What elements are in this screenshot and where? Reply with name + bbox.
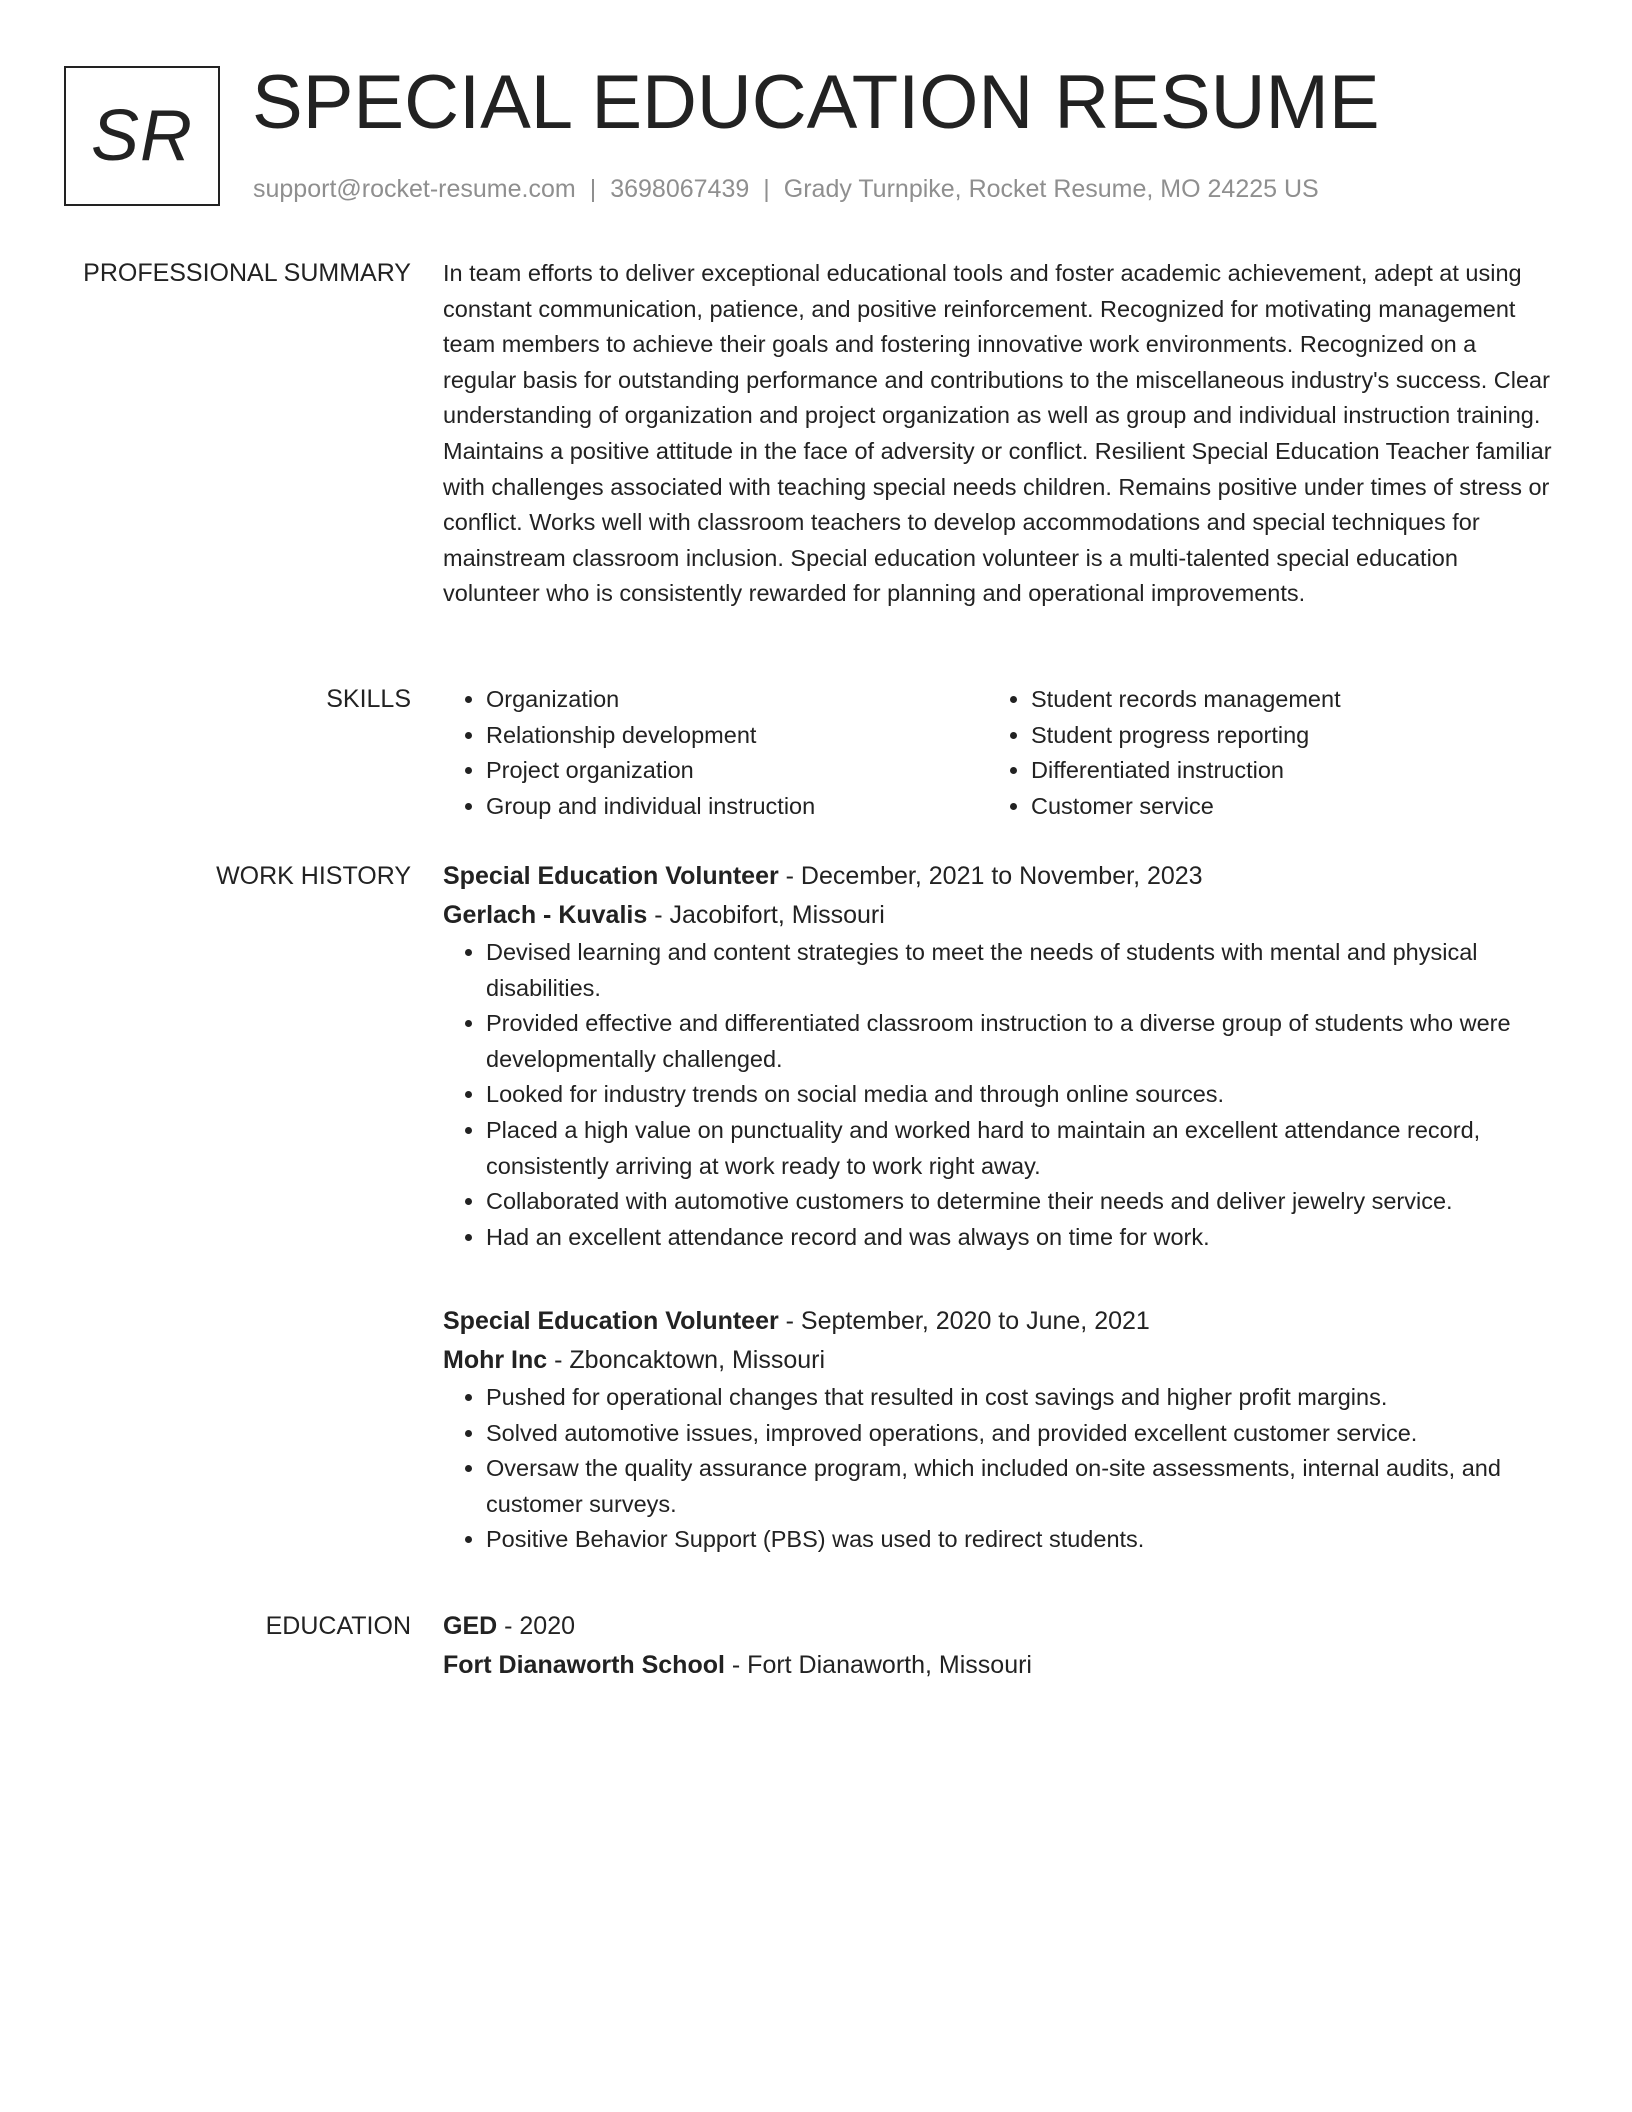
job-bullet-list <box>443 935 1553 1255</box>
job-title-line <box>443 1302 1553 1341</box>
work-history-label: WORK HISTORY <box>216 862 411 890</box>
job-company: Mohr Inc <box>443 1346 548 1374</box>
skill-item: • Differentiated instruction <box>1031 753 1533 789</box>
resume-title: SPECIAL EDUCATION RESUME <box>252 60 1380 145</box>
education-year: - 2020 <box>497 1612 576 1640</box>
job-location: - Jacobifort, Missouri <box>647 901 885 929</box>
job-title: Special Education Volunteer <box>443 862 779 890</box>
contact-line <box>253 172 1319 206</box>
skills-section <box>443 682 1553 824</box>
job-company-line <box>443 896 1553 935</box>
monogram-initials: SR <box>90 96 194 176</box>
skills-list-left <box>443 682 988 824</box>
job-entry <box>443 1302 1553 1558</box>
contact-separator: | <box>589 175 597 203</box>
job-bullet: • Looked for industry trends on social media and through online sources. <box>486 1077 1553 1113</box>
skill-item: • Organization <box>486 682 988 718</box>
summary-text: In team efforts to deliver exceptional educational tools and foster academic achievement, adept at using constant communication, patience, and positive reinforcement. Recognized for motivating management team members to achieve their goals and fostering innovative work environments. Recognized on a regular basis for outstanding performance and contributions to the miscellaneous industry's success. Clear understanding of organization and project organization as well as group and individual instruction training. Maintains a positive attitude in the face of adversity or conflict. Resilient Special Education Teacher familiar with challenges associated with teaching special needs children. Remains positive under times of stress or conflict. Works well with classroom teachers to develop accommodations and special techniques for mainstream classroom inclusion. Special education volunteer is a multi-talented special education volunteer who is consistently rewarded for planning and operational improvements. <box>443 260 1552 607</box>
education-label: EDUCATION <box>265 1612 411 1640</box>
skill-item: • Customer service <box>1031 789 1533 825</box>
skills-label: SKILLS <box>326 685 411 713</box>
job-company-line <box>443 1341 1553 1380</box>
summary-section <box>443 256 1553 612</box>
summary-label: PROFESSIONAL SUMMARY <box>83 259 411 287</box>
job-bullet: • Placed a high value on punctuality and worked hard to maintain an excellent attendance record, consistently arriving at work ready to work right away. <box>486 1113 1553 1184</box>
skills-grid <box>443 682 1553 824</box>
education-school-line <box>443 1646 1553 1685</box>
education-location: - Fort Dianaworth, Missouri <box>724 1651 1032 1679</box>
education-entry <box>443 1607 1553 1685</box>
job-bullet: • Provided effective and differentiated classroom instruction to a diverse group of students who were developmentally challenged. <box>486 1006 1553 1077</box>
contact-address: Grady Turnpike, Rocket Resume, MO 24225 US <box>783 175 1319 203</box>
skills-column-left <box>443 682 988 824</box>
job-bullet: • Had an excellent attendance record and was always on time for work. <box>486 1220 1553 1256</box>
skill-item: • Group and individual instruction <box>486 789 988 825</box>
skill-item: • Project organization <box>486 753 988 789</box>
skills-list-right <box>988 682 1533 824</box>
job-bullet: • Collaborated with automotive customers to determine their needs and deliver jewelry service. <box>486 1184 1553 1220</box>
education-degree-line <box>443 1607 1553 1646</box>
job-bullet: • Pushed for operational changes that resulted in cost savings and higher profit margins. <box>486 1380 1553 1416</box>
job-bullet: • Devised learning and content strategies to meet the needs of students with mental and physical disabilities. <box>486 935 1553 1006</box>
contact-email: support@rocket-resume.com <box>253 175 576 203</box>
job-dates: - December, 2021 to November, 2023 <box>778 862 1203 890</box>
job-dates: - September, 2020 to June, 2021 <box>778 1307 1150 1335</box>
contact-phone: 3698067439 <box>610 175 750 203</box>
skill-item: • Student records management <box>1031 682 1533 718</box>
job-title-line <box>443 857 1553 896</box>
job-bullet: • Positive Behavior Support (PBS) was used to redirect students. <box>486 1522 1553 1558</box>
job-title: Special Education Volunteer <box>443 1307 779 1335</box>
skill-item: • Student progress reporting <box>1031 718 1533 754</box>
education-school: Fort Dianaworth School <box>443 1651 725 1679</box>
job-bullet-list <box>443 1380 1553 1558</box>
job-entry <box>443 857 1553 1255</box>
job-bullet: • Oversaw the quality assurance program, which included on-site assessments, internal audits, and customer surveys. <box>486 1451 1553 1522</box>
job-company: Gerlach - Kuvalis <box>443 901 648 929</box>
skills-column-right <box>988 682 1533 824</box>
contact-separator: | <box>763 175 770 203</box>
education-degree: GED <box>443 1612 498 1640</box>
skill-item: • Relationship development <box>486 718 988 754</box>
job-bullet: • Solved automotive issues, improved operations, and provided excellent customer service. <box>486 1416 1553 1452</box>
job-location: - Zboncaktown, Missouri <box>547 1346 826 1374</box>
monogram-box <box>64 66 220 206</box>
